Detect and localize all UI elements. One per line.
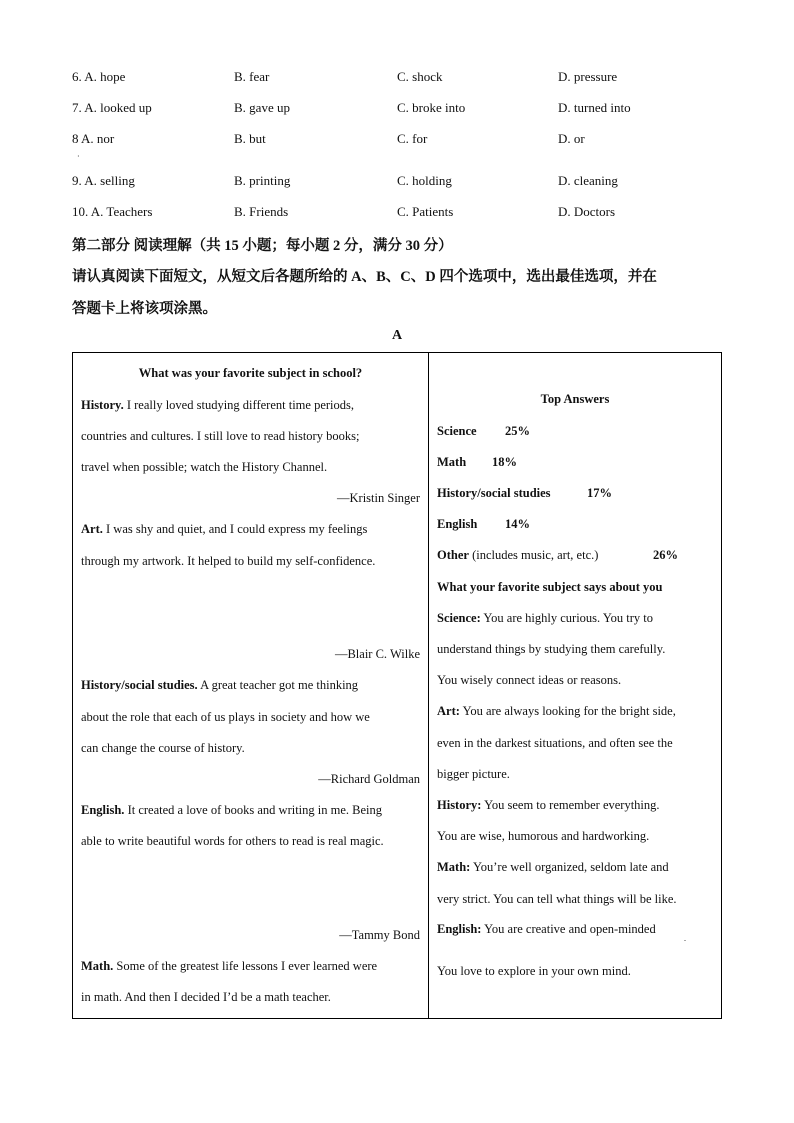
option-a: 6. A. hope (72, 69, 126, 84)
stat-value: 26% (653, 548, 678, 562)
instruction-line-1: 请认真阅读下面短文，从短文后各题所给的 A、B、C、D 四个选项中，选出最佳选项，并在 (72, 269, 657, 285)
entry-text: travel when possible; watch the History Channel. (81, 460, 328, 474)
option-a: 9. A. selling (72, 173, 135, 188)
says-text: You seem to remember everything. (481, 798, 660, 812)
entry-text: Some of the greatest life lessons I ever learned were (113, 959, 378, 973)
entry-text: able to write beautiful words for others to read is real magic. (81, 834, 384, 848)
option-a: 10. A. Teachers (72, 204, 153, 219)
option-c: C. shock (397, 69, 443, 84)
option-a: 8 A. nor (72, 131, 115, 146)
entry-line (81, 678, 358, 693)
entry-text: countries and cultures. I still love to read history books; (81, 429, 360, 443)
entry-author: —Kristin Singer (337, 491, 420, 505)
stat-label: Science (437, 424, 477, 438)
option-b: B. but (234, 131, 266, 146)
entry-text: through my artwork. It helped to build my self-confidence. (81, 554, 376, 568)
entry-author: —Richard Goldman (318, 772, 420, 786)
top-answers-title: Top Answers (540, 392, 610, 406)
says-text: very strict. You can tell what things will be like. (437, 892, 677, 906)
says-text: You are always looking for the bright side, (459, 704, 676, 718)
says-text: You wisely connect ideas or reasons. (437, 673, 622, 687)
entry-author: —Blair C. Wilke (334, 647, 420, 661)
stat-value: 17% (587, 486, 612, 500)
option-c: C. for (397, 131, 428, 146)
entry-subject: Math. (81, 959, 114, 973)
entry-line (81, 398, 354, 413)
option-c: C. broke into (397, 100, 466, 115)
option-b: B. printing (234, 173, 291, 188)
says-text: You are wise, humorous and hardworking. (437, 829, 650, 843)
option-row-8 (0, 131, 794, 151)
stat-label: English (437, 517, 478, 531)
says-text: You love to explore in your own mind. (437, 964, 631, 978)
stat-value: 25% (505, 424, 530, 438)
option-d: D. cleaning (558, 173, 618, 188)
stat-line (437, 548, 678, 563)
says-subject: History: (437, 798, 482, 812)
entry-line (81, 803, 382, 818)
option-d: D. Doctors (558, 204, 616, 219)
stat-label: History/social studies (437, 486, 551, 500)
says-line (437, 798, 660, 813)
entry-author: —Tammy Bond (339, 928, 420, 942)
says-text: You’re well organized, seldom late and (470, 860, 669, 874)
entry-text: about the role that each of us plays in society and how we (81, 710, 370, 724)
option-b: B. Friends (234, 204, 289, 219)
says-text: bigger picture. (437, 767, 510, 781)
says-line (437, 860, 669, 875)
entry-line (81, 959, 377, 974)
stat-line (437, 455, 517, 470)
stat-line (437, 517, 530, 532)
entry-text: I was shy and quiet, and I could express my feelings (102, 522, 368, 536)
option-d: D. turned into (558, 100, 631, 115)
option-d: D. pressure (558, 69, 618, 84)
stray-dot: · (77, 152, 80, 161)
instruction-line-2: 答题卡上将该项涂黑。 (72, 301, 217, 317)
option-c: C. holding (397, 173, 452, 188)
says-line (437, 922, 656, 937)
says-subject: Art: (437, 704, 460, 718)
passage-label: A (391, 328, 403, 343)
entry-text: A great teacher got me thinking (197, 678, 359, 692)
stat-line (437, 486, 612, 501)
says-title: What your favorite subject says about you (437, 580, 663, 594)
says-subject: Science: (437, 611, 481, 625)
says-line (437, 704, 676, 719)
option-b: B. fear (234, 69, 270, 84)
stat-label: Math (437, 455, 467, 469)
option-b: B. gave up (234, 100, 290, 115)
says-text: even in the darkest situations, and often see the (437, 736, 673, 750)
option-row-10 (0, 204, 794, 224)
stat-label: Other (437, 548, 469, 562)
column-divider (428, 353, 429, 1018)
says-text: understand things by studying them carefully. (437, 642, 666, 656)
stray-dot: . (684, 934, 686, 943)
stat-note: (includes music, art, etc.) (468, 548, 599, 562)
entry-subject: English. (81, 803, 125, 817)
entry-text: in math. And then I decided I’d be a math teacher. (81, 990, 331, 1004)
stat-line (437, 424, 530, 439)
option-d: D. or (558, 131, 585, 146)
entry-text: It created a love of books and writing in me. Being (124, 803, 383, 817)
entry-subject: History/social studies. (81, 678, 198, 692)
entry-text: I really loved studying different time periods, (123, 398, 354, 412)
says-line (437, 611, 653, 626)
option-row-6 (0, 69, 794, 89)
option-row-7 (0, 100, 794, 120)
says-text: You are highly curious. You try to (480, 611, 653, 625)
section-heading: 第二部分 阅读理解（共 15 小题；每小题 2 分，满分 30 分） (72, 238, 453, 254)
option-c: C. Patients (397, 204, 454, 219)
entry-subject: History. (81, 398, 124, 412)
entry-line (81, 522, 367, 537)
says-subject: Math: (437, 860, 471, 874)
entry-subject: Art. (81, 522, 103, 536)
entry-text: can change the course of history. (81, 741, 245, 755)
option-row-9 (0, 173, 794, 193)
stat-value: 14% (505, 517, 530, 531)
says-subject: English: (437, 922, 482, 936)
stat-value: 18% (492, 455, 517, 469)
left-title: What was your favorite subject in school? (138, 366, 363, 380)
says-text: You are creative and open-minded (481, 922, 656, 936)
passage-box (72, 352, 722, 1019)
option-a: 7. A. looked up (72, 100, 152, 115)
